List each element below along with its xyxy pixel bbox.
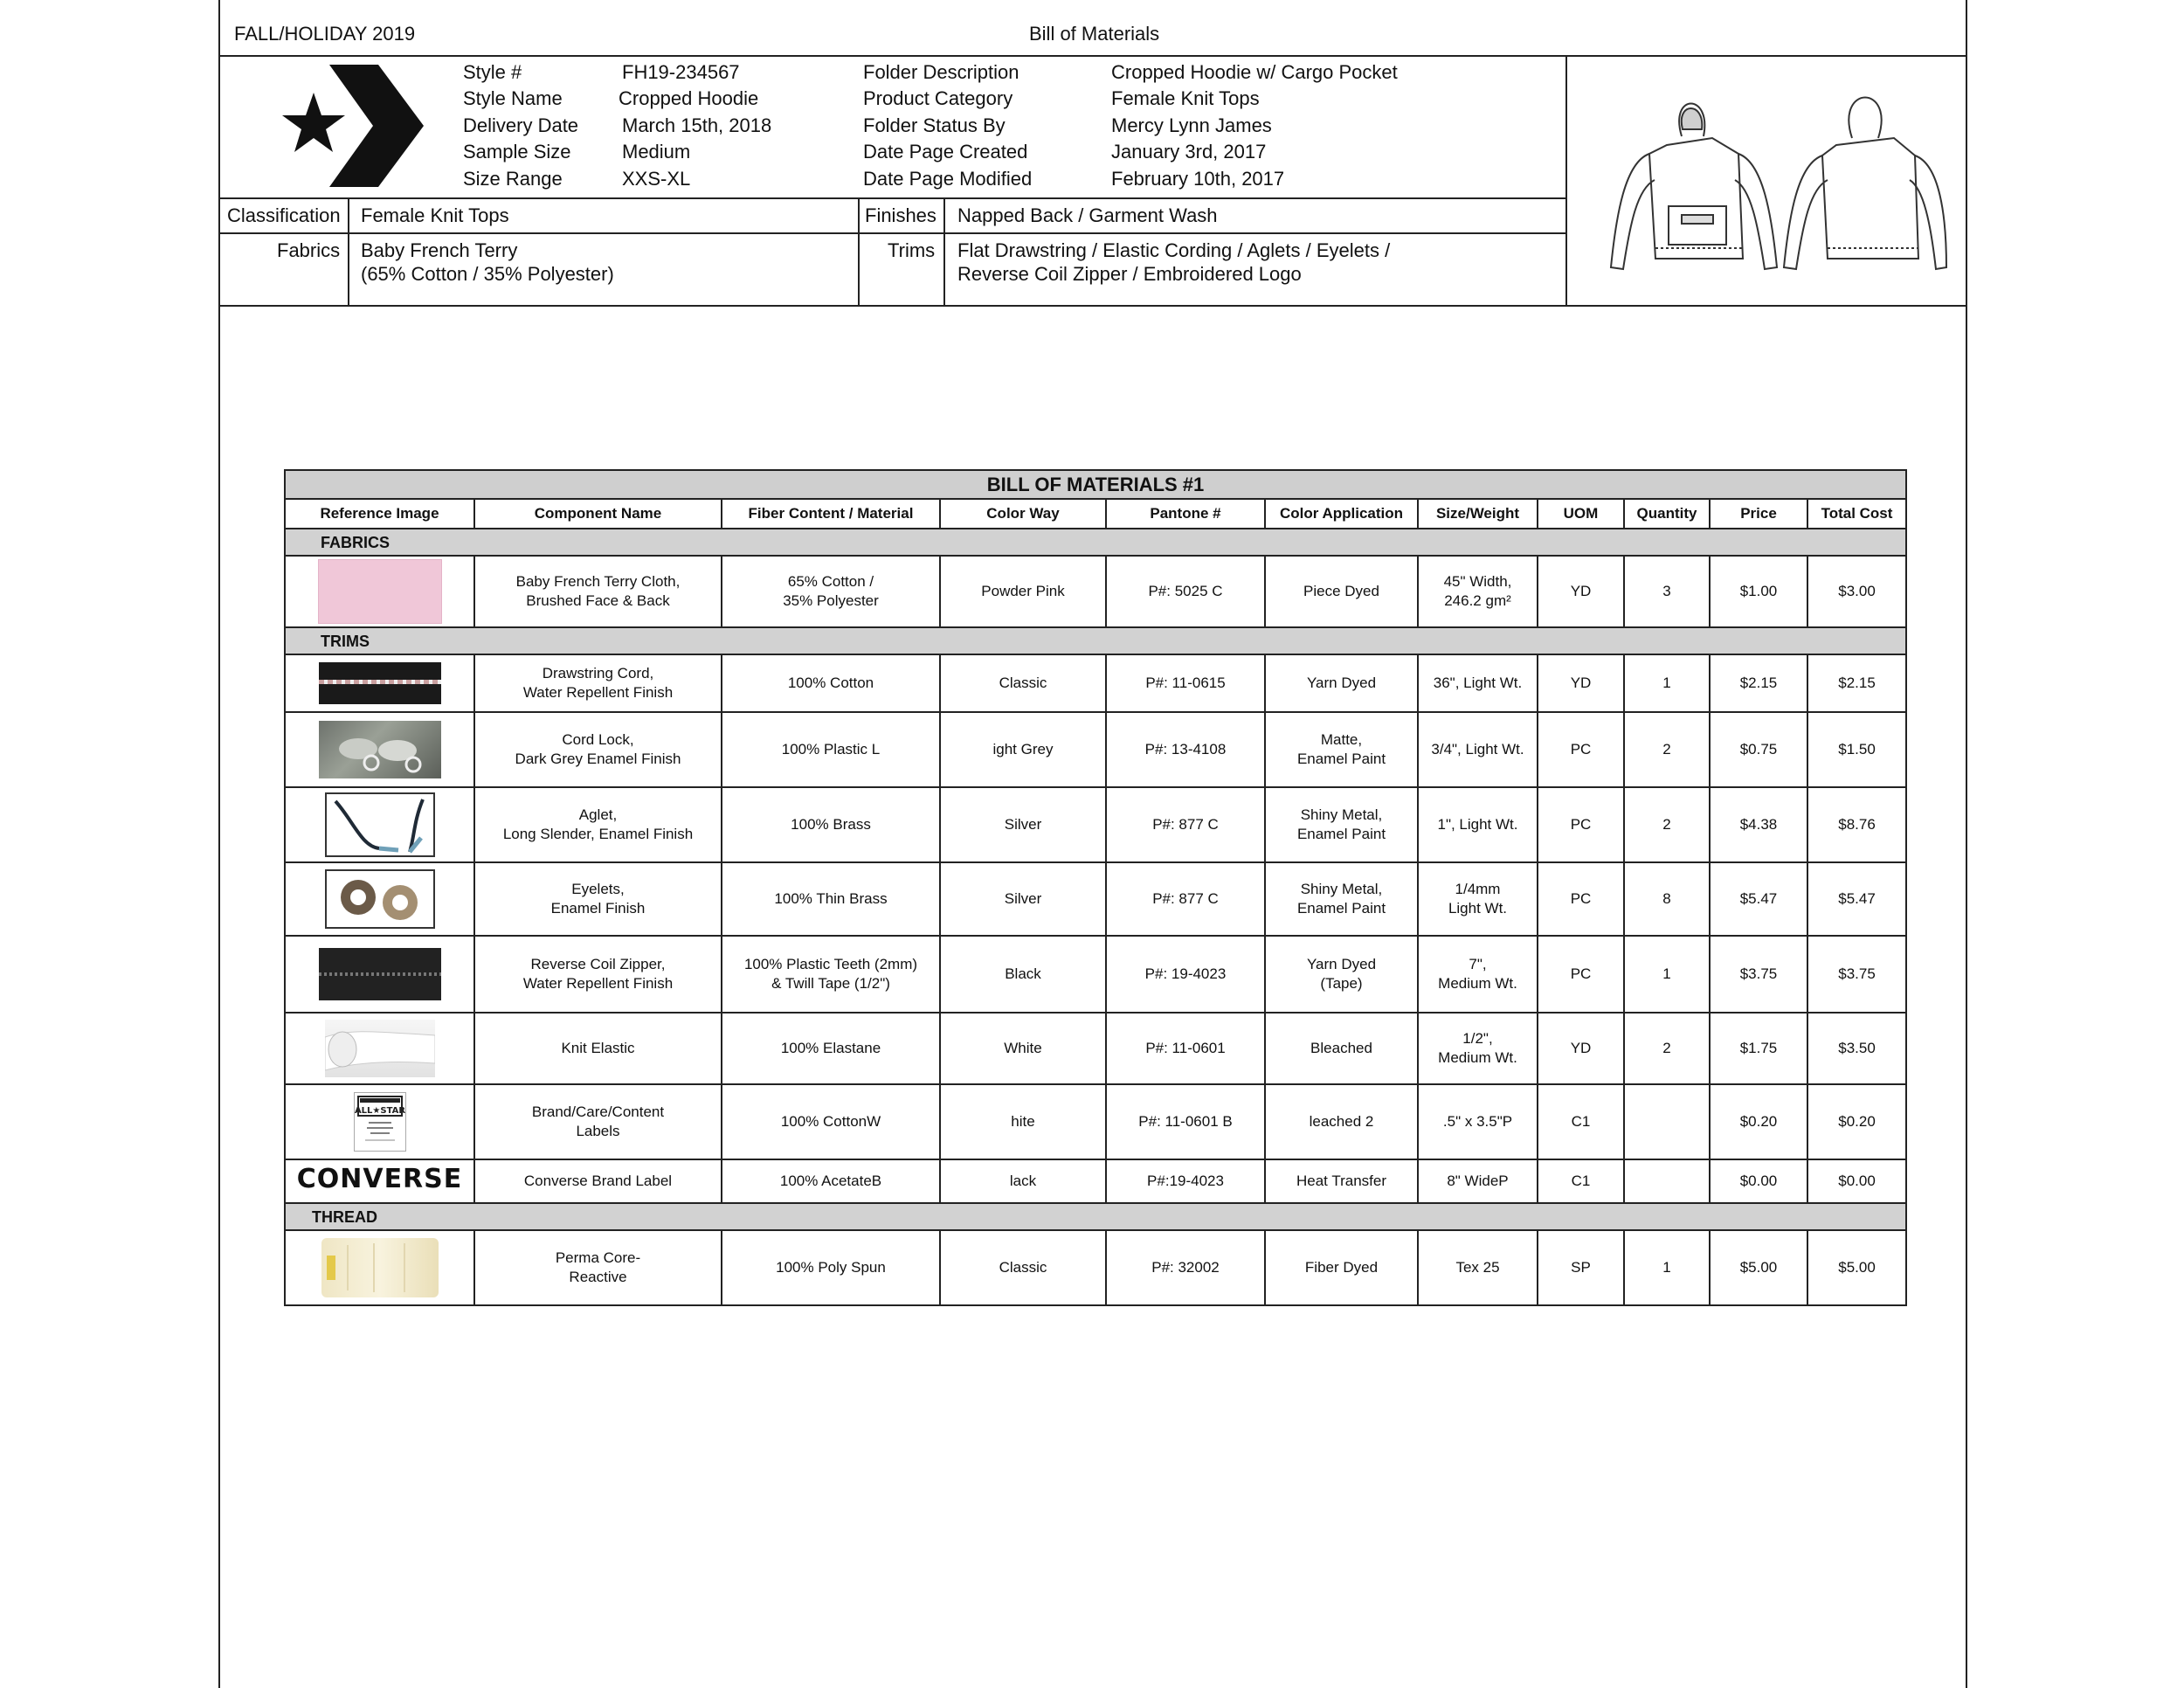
folder-status-value: Mercy Lynn James [1111, 114, 1272, 136]
column-header: Pantone # [1106, 499, 1265, 529]
uom: PC [1538, 862, 1624, 936]
table-row [285, 1230, 1906, 1305]
pantone: P#: 19-4023 [1106, 936, 1265, 1013]
drawstring-cord-swatch [319, 662, 441, 704]
color-application: Shiny Metal, Enamel Paint [1265, 787, 1418, 862]
color-way: hite [940, 1084, 1106, 1159]
sketch-divider [1565, 55, 1567, 307]
knit-elastic-photo [325, 1020, 435, 1077]
component-name: Cord Lock, Dark Grey Enamel Finish [474, 712, 722, 787]
quantity [1624, 1084, 1710, 1159]
bom-title: BILL OF MATERIALS #1 [285, 470, 1906, 499]
pantone: P#: 32002 [1106, 1230, 1265, 1305]
component-name: Knit Elastic [474, 1013, 722, 1084]
pantone: P#: 11-0601 [1106, 1013, 1265, 1084]
total-cost: $3.75 [1807, 936, 1906, 1013]
price: $0.00 [1710, 1159, 1807, 1203]
uom: YD [1538, 654, 1624, 712]
header-rule [218, 55, 1967, 57]
table-row [285, 936, 1906, 1013]
size-weight: 36", Light Wt. [1418, 654, 1538, 712]
season-label: FALL/HOLIDAY 2019 [234, 23, 416, 45]
size-weight: 45" Width, 246.2 gm² [1418, 556, 1538, 627]
quantity [1624, 1159, 1710, 1203]
fiber-content: 65% Cotton / 35% Polyester [722, 556, 940, 627]
folder-status-label: Folder Status By [863, 114, 1006, 136]
size-weight: 3/4", Light Wt. [1418, 712, 1538, 787]
size-weight: Tex 25 [1418, 1230, 1538, 1305]
color-way: Powder Pink [940, 556, 1106, 627]
bom-column-headers [285, 499, 1906, 529]
quantity: 2 [1624, 787, 1710, 862]
reference-image-cell [285, 1159, 474, 1203]
color-application: Matte, Enamel Paint [1265, 712, 1418, 787]
color-application: Fiber Dyed [1265, 1230, 1418, 1305]
fiber-content: 100% Thin Brass [722, 862, 940, 936]
table-row [285, 556, 1906, 627]
pantone: P#:19-4023 [1106, 1159, 1265, 1203]
column-header: Total Cost [1807, 499, 1906, 529]
reference-image-cell [285, 862, 474, 936]
color-way: Black [940, 936, 1106, 1013]
style-number-label: Style # [463, 61, 522, 83]
uom: PC [1538, 712, 1624, 787]
color-application: leached 2 [1265, 1084, 1418, 1159]
table-row [285, 1013, 1906, 1084]
svg-text:ALL★STAR: ALL★STAR [354, 1106, 405, 1116]
column-header: UOM [1538, 499, 1624, 529]
color-way: Classic [940, 1230, 1106, 1305]
fiber-content: 100% Cotton [722, 654, 940, 712]
total-cost: $0.20 [1807, 1084, 1906, 1159]
delivery-date-label: Delivery Date [463, 114, 579, 136]
fiber-content: 100% Plastic L [722, 712, 940, 787]
section-label: TRIMS [285, 627, 1906, 654]
column-header: Price [1710, 499, 1807, 529]
pantone: P#: 877 C [1106, 862, 1265, 936]
all-star-care-label [354, 1092, 406, 1152]
color-application: Yarn Dyed (Tape) [1265, 936, 1418, 1013]
column-header: Quantity [1624, 499, 1710, 529]
price: $2.15 [1710, 654, 1807, 712]
quantity: 2 [1624, 712, 1710, 787]
column-header: Reference Image [285, 499, 474, 529]
page-right-border [1966, 0, 1967, 1688]
table-row [285, 1159, 1906, 1203]
delivery-date-value: March 15th, 2018 [622, 114, 772, 136]
total-cost: $5.47 [1807, 862, 1906, 936]
reference-image-cell [285, 936, 474, 1013]
document-title: Bill of Materials [1029, 23, 1160, 45]
product-category-value: Female Knit Tops [1111, 87, 1260, 109]
color-way: Classic [940, 654, 1106, 712]
uom: PC [1538, 936, 1624, 1013]
component-name: Aglet, Long Slender, Enamel Finish [474, 787, 722, 862]
price: $0.75 [1710, 712, 1807, 787]
uom: PC [1538, 787, 1624, 862]
size-range-value: XXS-XL [622, 168, 691, 190]
uom: YD [1538, 1013, 1624, 1084]
sample-size-value: Medium [622, 141, 691, 163]
uom: SP [1538, 1230, 1624, 1305]
quantity: 1 [1624, 1230, 1710, 1305]
finishes-label: Finishes [865, 204, 936, 226]
color-application: Heat Transfer [1265, 1159, 1418, 1203]
quantity: 1 [1624, 936, 1710, 1013]
price: $5.00 [1710, 1230, 1807, 1305]
size-weight: 1/2", Medium Wt. [1418, 1013, 1538, 1084]
quantity: 3 [1624, 556, 1710, 627]
price: $5.47 [1710, 862, 1807, 936]
reference-image-cell [285, 556, 474, 627]
component-name: Perma Core- Reactive [474, 1230, 722, 1305]
color-application: Bleached [1265, 1013, 1418, 1084]
date-modified-value: February 10th, 2017 [1111, 168, 1285, 190]
color-application: Piece Dyed [1265, 556, 1418, 627]
sample-size-label: Sample Size [463, 141, 571, 163]
pantone: P#: 5025 C [1106, 556, 1265, 627]
quantity: 8 [1624, 862, 1710, 936]
reference-image-cell [285, 712, 474, 787]
finishes-right-divider [943, 197, 945, 305]
section-row-trims [285, 627, 1906, 654]
fabrics-value-line-2: (65% Cotton / 35% Polyester) [361, 263, 614, 285]
finishes-left-divider [858, 197, 860, 305]
total-cost: $0.00 [1807, 1159, 1906, 1203]
pink-fabric-swatch [318, 559, 442, 624]
reference-image-cell [285, 654, 474, 712]
eyelets-photo [325, 869, 435, 929]
fiber-content: 100% Plastic Teeth (2mm) & Twill Tape (1/2") [722, 936, 940, 1013]
fabrics-label: Fabrics [277, 239, 341, 261]
fiber-content: 100% Brass [722, 787, 940, 862]
zipper-photo [319, 948, 441, 1000]
component-name: Brand/Care/Content Labels [474, 1084, 722, 1159]
uom: C1 [1538, 1159, 1624, 1203]
bill-of-materials-table [284, 469, 1907, 1306]
reference-image-cell [285, 787, 474, 862]
column-header: Color Way [940, 499, 1106, 529]
color-way: ight Grey [940, 712, 1106, 787]
uom: C1 [1538, 1084, 1624, 1159]
color-way: Silver [940, 862, 1106, 936]
color-application: Yarn Dyed [1265, 654, 1418, 712]
converse-star-chevron-logo [275, 65, 424, 187]
column-header: Component Name [474, 499, 722, 529]
table-row [285, 654, 1906, 712]
classification-label: Classification [227, 204, 341, 226]
classification-value: Female Knit Tops [361, 204, 509, 226]
header-block-bottom-rule [218, 305, 1967, 307]
classification-rule [218, 232, 1567, 234]
total-cost: $1.50 [1807, 712, 1906, 787]
size-weight: 7", Medium Wt. [1418, 936, 1538, 1013]
date-created-label: Date Page Created [863, 141, 1028, 163]
fiber-content: 100% CottonW [722, 1084, 940, 1159]
uom: YD [1538, 556, 1624, 627]
trims-value-line-2: Reverse Coil Zipper / Embroidered Logo [957, 263, 1302, 285]
total-cost: $2.15 [1807, 654, 1906, 712]
table-row [285, 787, 1906, 862]
pantone: P#: 11-0615 [1106, 654, 1265, 712]
aglet-photo [325, 792, 435, 857]
size-weight: 8" WideP [1418, 1159, 1538, 1203]
price: $4.38 [1710, 787, 1807, 862]
style-info-rule [218, 197, 1567, 199]
pantone: P#: 11-0601 B [1106, 1084, 1265, 1159]
column-header: Fiber Content / Material [722, 499, 940, 529]
quantity: 2 [1624, 1013, 1710, 1084]
size-range-label: Size Range [463, 168, 563, 190]
thread-spool-photo [321, 1238, 439, 1297]
section-row-thread [285, 1203, 1906, 1230]
pantone: P#: 877 C [1106, 787, 1265, 862]
folder-description-value: Cropped Hoodie w/ Cargo Pocket [1111, 61, 1398, 83]
table-row [285, 712, 1906, 787]
trims-value-line-1: Flat Drawstring / Elastic Cording / Aglets / Eyelets / [957, 239, 1391, 261]
color-application: Shiny Metal, Enamel Paint [1265, 862, 1418, 936]
component-name: Drawstring Cord, Water Repellent Finish [474, 654, 722, 712]
trims-label: Trims [888, 239, 936, 261]
size-weight: .5" x 3.5"P [1418, 1084, 1538, 1159]
classification-divider [348, 197, 349, 305]
quantity: 1 [1624, 654, 1710, 712]
bom-title-row [285, 470, 1906, 499]
table-row [285, 862, 1906, 936]
reference-image-cell [285, 1230, 474, 1305]
folder-description-label: Folder Description [863, 61, 1019, 83]
cord-lock-photo [319, 721, 441, 778]
component-name: Baby French Terry Cloth, Brushed Face & Back [474, 556, 722, 627]
total-cost: $3.50 [1807, 1013, 1906, 1084]
style-name-value: Cropped Hoodie [619, 87, 759, 109]
component-name: Reverse Coil Zipper, Water Repellent Finish [474, 936, 722, 1013]
color-way: White [940, 1013, 1106, 1084]
size-weight: 1", Light Wt. [1418, 787, 1538, 862]
total-cost: $5.00 [1807, 1230, 1906, 1305]
converse-wordmark: CONVERSE [296, 1164, 463, 1194]
page-left-border [218, 0, 220, 1688]
price: $0.20 [1710, 1084, 1807, 1159]
fiber-content: 100% AcetateB [722, 1159, 940, 1203]
price: $3.75 [1710, 936, 1807, 1013]
date-modified-label: Date Page Modified [863, 168, 1033, 190]
column-header: Size/Weight [1418, 499, 1538, 529]
date-created-value: January 3rd, 2017 [1111, 141, 1267, 163]
price: $1.75 [1710, 1013, 1807, 1084]
price: $1.00 [1710, 556, 1807, 627]
table-row [285, 1084, 1906, 1159]
pantone: P#: 13-4108 [1106, 712, 1265, 787]
reference-image-cell [285, 1013, 474, 1084]
finishes-value: Napped Back / Garment Wash [957, 204, 1218, 226]
total-cost: $8.76 [1807, 787, 1906, 862]
size-weight: 1/4mm Light Wt. [1418, 862, 1538, 936]
style-number-value: FH19-234567 [622, 61, 740, 83]
fiber-content: 100% Elastane [722, 1013, 940, 1084]
component-name: Eyelets, Enamel Finish [474, 862, 722, 936]
fiber-content: 100% Poly Spun [722, 1230, 940, 1305]
style-name-label: Style Name [463, 87, 563, 109]
hoodie-front-back-sketch [1599, 75, 1948, 285]
column-header: Color Application [1265, 499, 1418, 529]
color-way: Silver [940, 787, 1106, 862]
color-way: lack [940, 1159, 1106, 1203]
total-cost: $3.00 [1807, 556, 1906, 627]
section-label: THREAD [285, 1203, 1906, 1230]
product-category-label: Product Category [863, 87, 1013, 109]
section-label: FABRICS [285, 529, 1906, 556]
section-row-fabrics [285, 529, 1906, 556]
reference-image-cell [285, 1084, 474, 1159]
fabrics-value-line-1: Baby French Terry [361, 239, 518, 261]
component-name: Converse Brand Label [474, 1159, 722, 1203]
